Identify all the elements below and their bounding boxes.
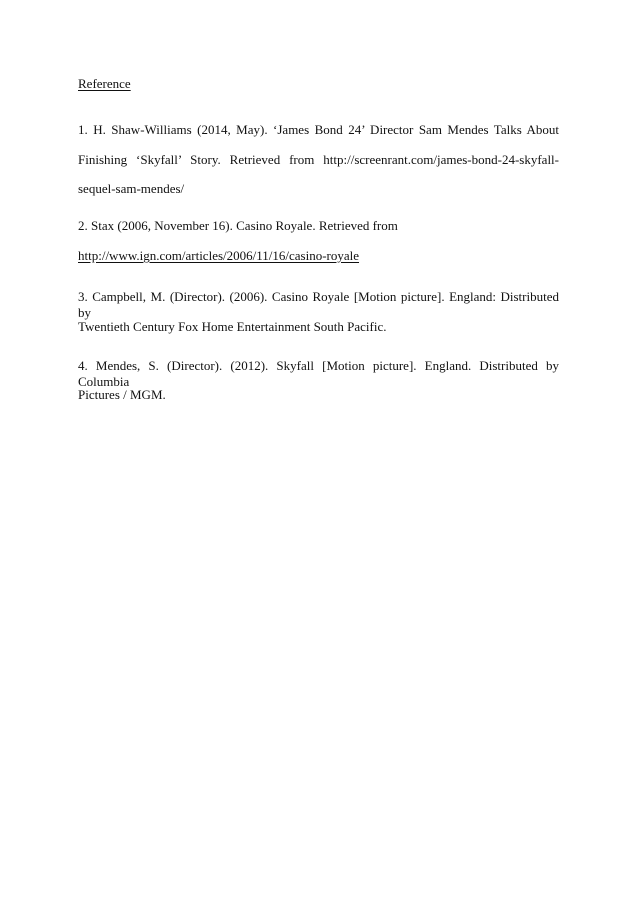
reference-2-line-1: 2. Stax (2006, November 16). Casino Royale. Retrieved from (78, 218, 398, 233)
reference-1-line-1: 1. H. Shaw-Williams (2014, May). ‘James Bond 24’ Director Sam Mendes Talks About (78, 122, 559, 137)
reference-2-url-link[interactable]: http://www.ign.com/articles/2006/11/16/casino-royale (78, 248, 360, 263)
reference-4-line-1: 4. Mendes, S. (Director). (2012). Skyfall [Motion picture]. England. Distributed by Columbia (78, 358, 559, 389)
reference-3-line-2: Twentieth Century Fox Home Entertainment South Pacific. (78, 319, 387, 334)
reference-4-line-2: Pictures / MGM. (78, 387, 166, 402)
reference-1-line-2: Finishing ‘Skyfall’ Story. Retrieved from http://screenrant.com/james-bond-24-skyfall- (78, 152, 559, 167)
reference-1-line-3: sequel-sam-mendes/ (78, 181, 185, 196)
reference-3-line-1: 3. Campbell, M. (Director). (2006). Casino Royale [Motion picture]. England: Distributed by (78, 289, 559, 320)
reference-heading: Reference (78, 76, 131, 91)
